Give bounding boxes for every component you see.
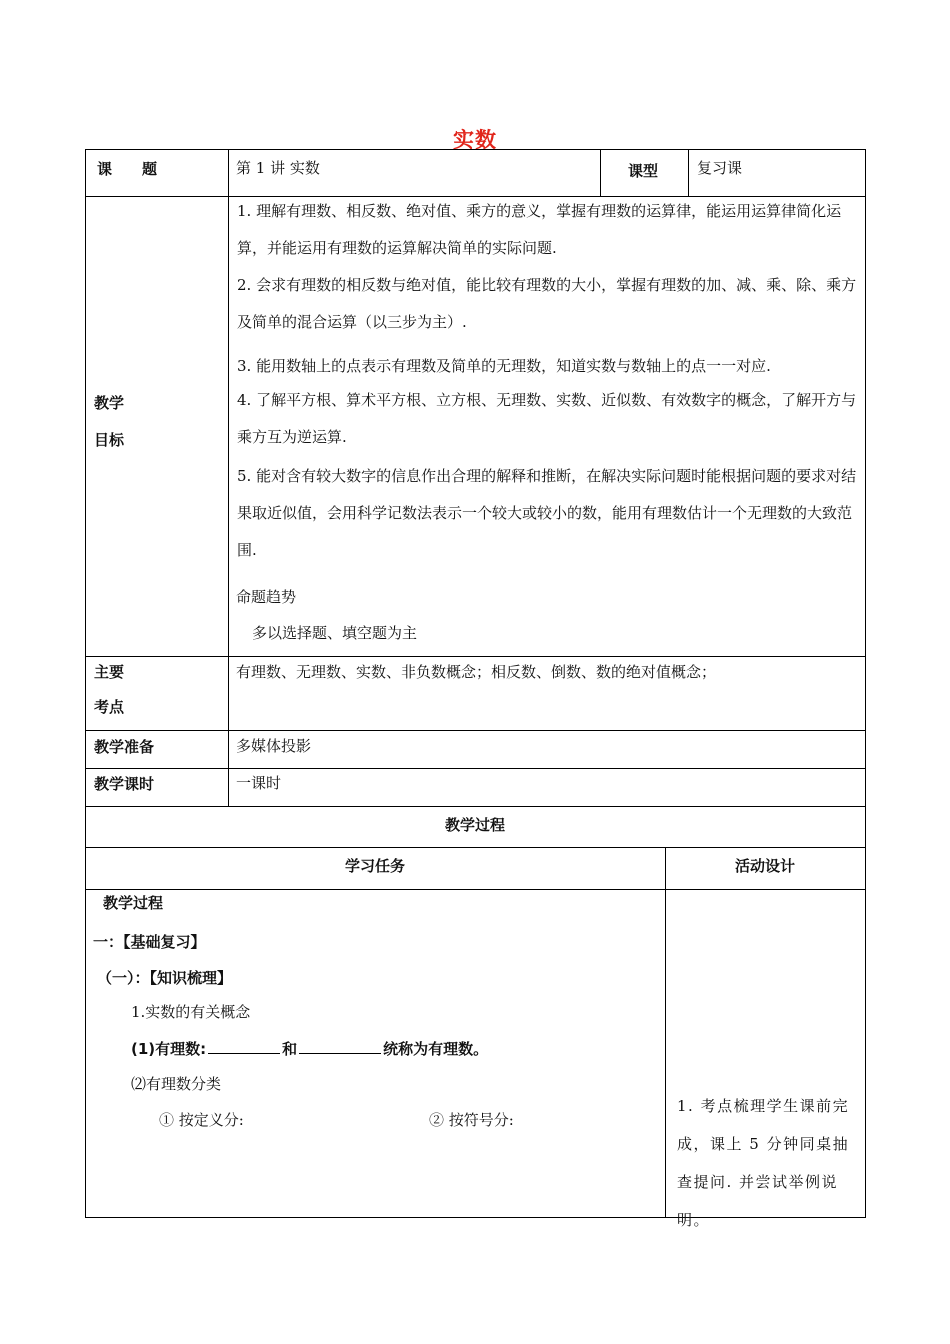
row-divider bbox=[85, 889, 865, 890]
row-divider bbox=[85, 656, 865, 657]
col-divider bbox=[688, 149, 689, 196]
hours-value: 一课时 bbox=[236, 774, 282, 792]
process-heading: 教学过程 bbox=[444, 816, 505, 834]
key-points-value: 有理数、无理数、实数、非负数概念；相反数、倒数、数的绝对值概念； bbox=[236, 663, 717, 681]
goal-item: 5. 能对含有较大数字的信息作出合理的解释和推断，在解决实际问题时能根据问题的要求对结果取近似值，会用科学记数法表示一个较大或较小的数，能用有理数估计一个无理数的大致范围. bbox=[237, 467, 857, 559]
col-divider bbox=[665, 847, 666, 1218]
key-points-label-line1: 主要 bbox=[94, 663, 125, 681]
type-label: 课型 bbox=[628, 162, 659, 180]
goal-item: 4. 了解平方根、算术平方根、立方根、无理数、实数、近似数、有效数字的概念，了解开方与乘方互为逆运算. bbox=[237, 391, 857, 446]
type-value: 复习课 bbox=[697, 159, 743, 177]
goal-item: 3. 能用数轴上的点表示有理数及简单的无理数，知道实数与数轴上的点一一对应. bbox=[237, 357, 771, 375]
row-divider bbox=[85, 847, 865, 848]
subject-label: 课 题 bbox=[97, 160, 158, 178]
row-divider bbox=[85, 806, 865, 807]
goal-item: 2. 会求有理数的相反数与绝对值，能比较有理数的大小，掌握有理数的加、减、乘、除、乘方及简单的混合运算（以三步为主）. bbox=[237, 276, 857, 331]
goals-label-line1: 教学 bbox=[94, 394, 125, 412]
page-title: 实数 bbox=[453, 128, 497, 152]
classify-by-sign: ② 按符号分: bbox=[429, 1111, 514, 1129]
rational-definition: (1)有理数: 和 统称为有理数。 bbox=[131, 1040, 489, 1058]
goal-item: 1. 理解有理数、相反数、绝对值、乘方的意义，掌握有理数的运算律，能运用运算律简化运算，并能运用有理数的运算解决简单的实际问题. bbox=[237, 202, 842, 257]
trend-text: 多以选择题、填空题为主 bbox=[252, 624, 418, 642]
rational-classification: ⑵有理数分类 bbox=[131, 1075, 222, 1093]
prep-value: 多媒体投影 bbox=[236, 737, 312, 755]
task-column-header: 学习任务 bbox=[344, 857, 405, 875]
activity-column-header: 活动设计 bbox=[734, 857, 795, 875]
row-divider bbox=[85, 768, 865, 769]
col-divider bbox=[228, 149, 229, 806]
trend-title: 命题趋势 bbox=[236, 588, 297, 606]
concept-heading: 1.实数的有关概念 bbox=[131, 1003, 251, 1021]
lesson-plan-table bbox=[85, 149, 865, 1229]
fill-blank[interactable] bbox=[299, 1039, 381, 1054]
subject-value: 第 1 讲 实数 bbox=[236, 159, 320, 177]
key-points-label-line2: 考点 bbox=[94, 698, 125, 716]
row-divider bbox=[85, 730, 865, 731]
prep-label: 教学准备 bbox=[94, 738, 155, 756]
goals-label-line2: 目标 bbox=[94, 431, 125, 449]
hours-label: 教学课时 bbox=[94, 775, 155, 793]
fill-blank[interactable] bbox=[208, 1039, 280, 1054]
subsection-knowledge: （一）：【知识梳理】 bbox=[97, 969, 233, 987]
activity-text: 1. 考点梳理学生课前完成，课上 5 分钟同桌抽查提问. 并尝试举例说明。 bbox=[677, 1097, 850, 1229]
task-title: 教学过程 bbox=[103, 894, 164, 912]
classify-by-definition: ① 按定义分: bbox=[159, 1111, 244, 1129]
section-basic-review: 一：【基础复习】 bbox=[93, 933, 206, 951]
col-divider bbox=[600, 149, 601, 196]
